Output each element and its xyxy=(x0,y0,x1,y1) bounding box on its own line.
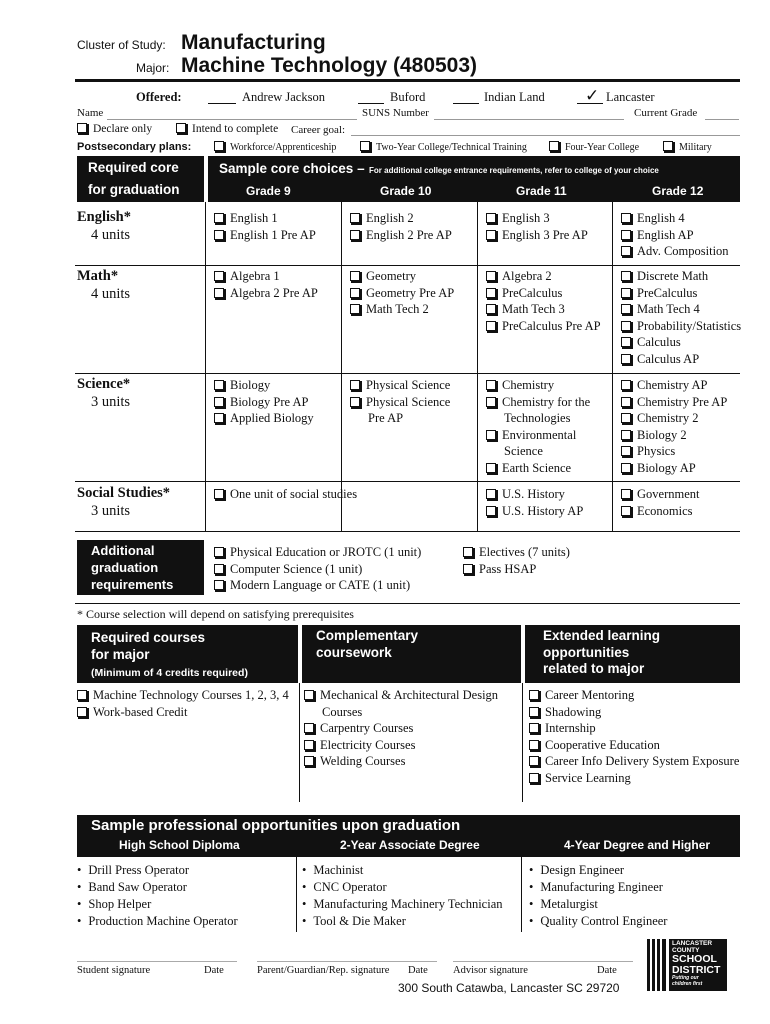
course-option[interactable]: Math Tech 4 xyxy=(621,301,741,318)
course-option[interactable]: Chemistry Pre AP xyxy=(621,394,727,411)
checkbox-icon[interactable] xyxy=(549,141,559,151)
social-grade-11 xyxy=(486,486,583,519)
english-grade-9 xyxy=(214,210,316,243)
checkbox-icon[interactable] xyxy=(304,756,314,766)
math-grade-9 xyxy=(214,268,318,301)
checkbox-icon[interactable] xyxy=(621,446,631,456)
checkbox-icon[interactable] xyxy=(486,397,496,407)
checkbox-icon[interactable] xyxy=(214,547,224,557)
course-option[interactable]: Calculus AP xyxy=(621,351,741,368)
course-option[interactable]: PreCalculus xyxy=(486,285,601,302)
list-item: • Production Machine Operator xyxy=(77,913,238,930)
course-option[interactable]: Cooperative Education xyxy=(529,737,739,754)
course-option[interactable]: Chemistry xyxy=(486,377,590,394)
list-item: • Band Saw Operator xyxy=(77,879,238,896)
footnote: * Course selection will depend on satisfying prerequisites xyxy=(77,607,354,621)
subject-english: English* 4 units xyxy=(77,209,131,243)
course-option[interactable]: Welding Courses xyxy=(304,753,498,770)
blank-line xyxy=(208,103,236,104)
suns-label: SUNS Number xyxy=(362,107,429,119)
checkbox-icon[interactable] xyxy=(529,690,539,700)
checkbox-icon[interactable] xyxy=(621,489,631,499)
subject-science: Science* 3 units xyxy=(77,376,131,410)
school-buford: Buford xyxy=(390,90,426,104)
checkbox-icon[interactable] xyxy=(77,123,87,133)
checkbox-icon[interactable] xyxy=(304,690,314,700)
course-option[interactable]: Chemistry 2 xyxy=(621,410,727,427)
course-option[interactable]: Internship xyxy=(529,720,739,737)
course-option[interactable]: Physical Science xyxy=(350,377,450,394)
course-option[interactable]: Chemistry AP xyxy=(621,377,727,394)
student-signature-label: Student signature xyxy=(77,965,151,976)
course-option[interactable]: Biology xyxy=(214,377,314,394)
course-option[interactable]: Career Mentoring xyxy=(529,687,739,704)
course-option[interactable]: Calculus xyxy=(621,334,741,351)
sample-core-header: Sample core choices – For additional college entrance requirements, refer to college of your choice Grade 9 Grade 10 Grade 11 Grade 12 xyxy=(208,156,740,202)
checkbox-icon[interactable] xyxy=(486,380,496,390)
course-option[interactable]: U.S. History AP xyxy=(486,503,583,520)
checkbox-icon[interactable] xyxy=(486,430,496,440)
course-option[interactable]: Discrete Math xyxy=(621,268,741,285)
checkbox-icon[interactable] xyxy=(529,773,539,783)
list-item: • Quality Control Engineer xyxy=(529,913,667,930)
row-divider xyxy=(75,531,740,532)
checkbox-icon[interactable] xyxy=(621,506,631,516)
english-grade-12 xyxy=(621,210,729,260)
additional-requirements-header: Additional graduation requirements xyxy=(77,540,204,595)
school-andrew-jackson: Andrew Jackson xyxy=(242,90,325,104)
checkbox-icon[interactable] xyxy=(621,413,631,423)
checkbox-icon[interactable] xyxy=(176,123,186,133)
header-rule xyxy=(75,79,740,82)
student-signature-field[interactable] xyxy=(77,961,237,962)
checkbox-icon[interactable] xyxy=(214,380,224,390)
offered-label: Offered: xyxy=(136,90,182,104)
course-option[interactable]: Biology Pre AP xyxy=(214,394,314,411)
checkbox-icon[interactable] xyxy=(463,547,473,557)
current-grade-label: Current Grade xyxy=(634,107,698,119)
checkbox-icon[interactable] xyxy=(350,271,360,281)
checkbox-icon[interactable] xyxy=(360,141,370,151)
science-grade-11: Chemistry Chemistry for the Technologies Environmental Science Earth Science xyxy=(486,377,590,477)
list-item: • Drill Press Operator xyxy=(77,862,238,879)
list-item: • Shop Helper xyxy=(77,896,238,913)
list-item: • Design Engineer xyxy=(529,862,667,879)
school-indian-land: Indian Land xyxy=(484,90,545,104)
district-address: 300 South Catawba, Lancaster SC 29720 xyxy=(398,981,620,995)
course-option[interactable]: Physics xyxy=(621,443,727,460)
declare-only-option[interactable]: Declare only xyxy=(77,123,152,135)
course-option[interactable]: PreCalculus Pre AP xyxy=(486,318,601,335)
row-divider xyxy=(75,603,740,604)
plan-workforce[interactable]: Workforce/Apprenticeship xyxy=(214,141,336,153)
list-item: • Manufacturing Engineer xyxy=(529,879,667,896)
plan-two-year[interactable]: Two-Year College/Technical Training xyxy=(360,141,527,153)
row-divider xyxy=(75,373,740,374)
checkbox-icon[interactable] xyxy=(621,288,631,298)
school-lancaster: Lancaster xyxy=(606,90,655,104)
course-option[interactable]: PreCalculus xyxy=(621,285,741,302)
social-grade-9 xyxy=(214,486,357,503)
checkbox-icon[interactable] xyxy=(77,707,87,717)
checkbox-icon[interactable] xyxy=(486,463,496,473)
math-grade-10 xyxy=(350,268,454,318)
course-option[interactable]: Mechanical & Architectural Design xyxy=(304,687,498,704)
course-option[interactable]: Math Tech 2 xyxy=(350,301,454,318)
divider xyxy=(522,683,523,802)
checkbox-icon[interactable] xyxy=(529,723,539,733)
course-option[interactable]: Physical Education or JROTC (1 unit) xyxy=(214,544,421,561)
checkmark-icon: ✓ xyxy=(585,86,600,105)
district-logo xyxy=(647,939,727,991)
list-item: • Metalurgist xyxy=(529,896,667,913)
name-field[interactable] xyxy=(107,119,357,120)
row-divider xyxy=(75,481,740,482)
checkbox-icon[interactable] xyxy=(663,141,673,151)
course-option[interactable]: Machine Technology Courses 1, 2, 3, 4 xyxy=(77,687,289,704)
course-option[interactable]: Shadowing xyxy=(529,704,739,721)
major-value: Machine Technology (480503) xyxy=(181,54,478,77)
course-option[interactable]: Electricity Courses xyxy=(304,737,498,754)
checkbox-icon[interactable] xyxy=(486,304,496,314)
column-high-school: High School Diploma xyxy=(119,838,240,852)
career-goal-label: Career goal: xyxy=(291,124,346,136)
checkbox-icon[interactable] xyxy=(214,141,224,151)
course-option[interactable]: One unit of social studies xyxy=(214,486,357,503)
checkbox-icon[interactable] xyxy=(214,288,224,298)
checkbox-icon[interactable] xyxy=(621,463,631,473)
advisor-date-label: Date xyxy=(597,965,617,976)
checkbox-icon[interactable] xyxy=(486,506,496,516)
course-option[interactable]: Geometry Pre AP xyxy=(350,285,454,302)
grade-field[interactable] xyxy=(705,119,739,120)
course-option[interactable]: English 2 Pre AP xyxy=(350,227,452,244)
checkbox-icon[interactable] xyxy=(350,230,360,240)
checkbox-icon[interactable] xyxy=(621,430,631,440)
major-label: Major: xyxy=(136,61,170,75)
course-option[interactable]: Applied Biology xyxy=(214,410,314,427)
column-four-year: 4-Year Degree and Higher xyxy=(564,838,711,852)
grade-12-header: Grade 12 xyxy=(652,184,704,198)
complementary-list: Mechanical & Architectural Design Courses Carpentry Courses Electricity Courses Welding Courses xyxy=(304,687,498,770)
associate-jobs xyxy=(302,862,503,930)
checkbox-icon[interactable] xyxy=(214,230,224,240)
checkbox-icon[interactable] xyxy=(529,707,539,717)
course-option[interactable]: Electives (7 units) xyxy=(463,544,570,561)
course-option[interactable]: Chemistry for the xyxy=(486,394,590,411)
extended-learning-header: Extended learning opportunities related to major xyxy=(525,625,740,683)
checkbox-icon[interactable] xyxy=(486,489,496,499)
science-grade-12 xyxy=(621,377,727,477)
course-option[interactable]: Geometry xyxy=(350,268,454,285)
grade-10-header: Grade 10 xyxy=(380,184,432,198)
student-date-label: Date xyxy=(204,965,224,976)
checkbox-icon[interactable] xyxy=(214,413,224,423)
checkbox-icon[interactable] xyxy=(486,321,496,331)
course-option[interactable]: Math Tech 3 xyxy=(486,301,601,318)
checkbox-icon[interactable] xyxy=(621,304,631,314)
course-option[interactable]: Modern Language or CATE (1 unit) xyxy=(214,577,421,594)
checkbox-icon[interactable] xyxy=(486,213,496,223)
logo-stripes-icon xyxy=(647,939,669,991)
course-option[interactable]: Physical Science xyxy=(350,394,450,411)
additional-right xyxy=(463,544,570,577)
english-grade-11 xyxy=(486,210,588,243)
row-divider xyxy=(75,265,740,266)
checkbox-icon[interactable] xyxy=(77,690,87,700)
blank-line xyxy=(453,103,479,104)
list-item: • Machinist xyxy=(302,862,503,879)
divider xyxy=(299,683,300,802)
course-option[interactable]: Work-based Credit xyxy=(77,704,289,721)
checkbox-icon[interactable] xyxy=(350,213,360,223)
checkbox-icon[interactable] xyxy=(350,304,360,314)
course-option[interactable]: Biology AP xyxy=(621,460,727,477)
checkbox-icon[interactable] xyxy=(214,213,224,223)
checkbox-icon[interactable] xyxy=(463,564,473,574)
list-item: • Tool & Die Maker xyxy=(302,913,503,930)
four-year-jobs xyxy=(529,862,667,930)
course-option[interactable]: Adv. Composition xyxy=(621,243,729,260)
checkbox-icon[interactable] xyxy=(350,288,360,298)
checkbox-icon[interactable] xyxy=(214,397,224,407)
course-option[interactable]: English 1 Pre AP xyxy=(214,227,316,244)
cluster-value: Manufacturing xyxy=(181,31,326,54)
course-option[interactable]: English 3 xyxy=(486,210,588,227)
required-core-header: Required core for graduation xyxy=(77,156,204,202)
course-option[interactable]: Career Info Delivery System Exposure xyxy=(529,753,739,770)
checkbox-icon[interactable] xyxy=(486,271,496,281)
career-goal-field[interactable] xyxy=(351,135,740,136)
checkbox-icon[interactable] xyxy=(621,230,631,240)
checkbox-icon[interactable] xyxy=(486,288,496,298)
suns-field[interactable] xyxy=(434,119,624,120)
course-option[interactable]: Government xyxy=(621,486,699,503)
checkbox-icon[interactable] xyxy=(621,380,631,390)
subject-social-studies: Social Studies* 3 units xyxy=(77,485,171,519)
course-option[interactable]: Biology 2 xyxy=(621,427,727,444)
divider xyxy=(521,857,522,932)
course-option[interactable]: Environmental xyxy=(486,427,590,444)
checkbox-icon[interactable] xyxy=(214,564,224,574)
checkbox-icon[interactable] xyxy=(621,271,631,281)
checkbox-icon[interactable] xyxy=(621,321,631,331)
required-courses-header: Required courses for major (Minimum of 4 credits required) xyxy=(77,625,298,683)
opportunities-header xyxy=(77,815,740,857)
checkbox-icon[interactable] xyxy=(529,756,539,766)
course-option[interactable]: Algebra 1 xyxy=(214,268,318,285)
course-option[interactable]: Earth Science xyxy=(486,460,590,477)
course-option[interactable]: Algebra 2 xyxy=(486,268,601,285)
checkbox-icon[interactable] xyxy=(621,397,631,407)
math-grade-11 xyxy=(486,268,601,334)
list-item: • Manufacturing Machinery Technician xyxy=(302,896,503,913)
column-associate: 2-Year Associate Degree xyxy=(340,838,480,852)
grade-9-header: Grade 9 xyxy=(246,184,291,198)
course-option[interactable]: English 4 xyxy=(621,210,729,227)
checkbox-icon[interactable] xyxy=(621,337,631,347)
checkbox-icon[interactable] xyxy=(214,271,224,281)
course-option[interactable]: English 2 xyxy=(350,210,452,227)
course-option[interactable]: English 3 Pre AP xyxy=(486,227,588,244)
checkbox-icon[interactable] xyxy=(304,740,314,750)
social-grade-12 xyxy=(621,486,699,519)
course-option[interactable]: U.S. History xyxy=(486,486,583,503)
science-grade-10: Physical Science Physical Science Pre AP xyxy=(350,377,450,427)
plan-four-year[interactable]: Four-Year College xyxy=(549,141,639,153)
checkbox-icon[interactable] xyxy=(214,580,224,590)
science-grade-9 xyxy=(214,377,314,427)
advisor-signature-label: Advisor signature xyxy=(453,965,528,976)
checkbox-icon[interactable] xyxy=(621,246,631,256)
checkbox-icon[interactable] xyxy=(486,230,496,240)
checkbox-icon[interactable] xyxy=(350,397,360,407)
checkbox-icon[interactable] xyxy=(214,489,224,499)
extended-list xyxy=(529,687,739,787)
course-option[interactable]: English AP xyxy=(621,227,729,244)
plan-military[interactable]: Military xyxy=(663,141,712,153)
english-grade-10 xyxy=(350,210,452,243)
parent-signature-label: Parent/Guardian/Rep. signature xyxy=(257,965,390,976)
opportunities-title: Sample professional opportunities upon graduation xyxy=(91,817,461,834)
course-option[interactable]: Probability/Statistics xyxy=(621,318,741,335)
checkbox-icon[interactable] xyxy=(621,213,631,223)
blank-line xyxy=(358,103,384,104)
additional-left xyxy=(214,544,421,594)
course-option[interactable]: Carpentry Courses xyxy=(304,720,498,737)
checkbox-icon[interactable] xyxy=(350,380,360,390)
divider xyxy=(296,857,297,932)
subject-math: Math* 4 units xyxy=(77,268,131,302)
intend-to-complete-option[interactable]: Intend to complete xyxy=(176,123,278,135)
complementary-header: Complementary coursework xyxy=(302,625,521,683)
high-school-jobs xyxy=(77,862,238,930)
postsecondary-label: Postsecondary plans: xyxy=(77,141,192,153)
name-label: Name xyxy=(77,107,104,119)
checkbox-icon[interactable] xyxy=(529,740,539,750)
cluster-label: Cluster of Study: xyxy=(77,38,166,52)
required-courses-list xyxy=(77,687,289,720)
course-option[interactable]: Pass HSAP xyxy=(463,561,570,578)
parent-signature-field[interactable] xyxy=(257,961,437,962)
course-option[interactable]: Economics xyxy=(621,503,699,520)
course-option[interactable]: Computer Science (1 unit) xyxy=(214,561,421,578)
checkbox-icon[interactable] xyxy=(621,354,631,364)
logo-wordmark: LANCASTER COUNTY SCHOOL DISTRICT Putting our children first xyxy=(669,939,727,991)
advisor-signature-field[interactable] xyxy=(453,961,633,962)
math-grade-12 xyxy=(621,268,741,368)
course-option[interactable]: Service Learning xyxy=(529,770,739,787)
grade-11-header: Grade 11 xyxy=(516,184,567,198)
list-item: • CNC Operator xyxy=(302,879,503,896)
parent-date-label: Date xyxy=(408,965,428,976)
course-option[interactable]: Algebra 2 Pre AP xyxy=(214,285,318,302)
checkbox-icon[interactable] xyxy=(304,723,314,733)
course-option[interactable]: English 1 xyxy=(214,210,316,227)
